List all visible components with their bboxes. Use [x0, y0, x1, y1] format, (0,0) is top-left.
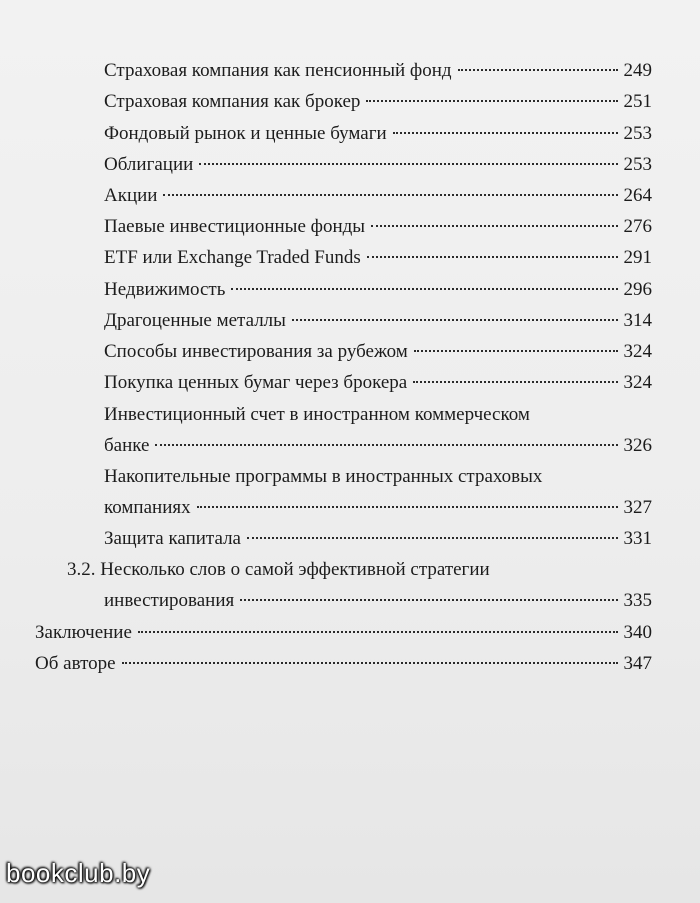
dot-leader — [163, 194, 617, 196]
toc-entry-title: Накопительные программы в иностранных страховых — [104, 466, 543, 487]
toc-entry-title: Облигации — [104, 154, 194, 175]
dot-leader — [155, 444, 617, 446]
dot-leader — [366, 100, 617, 102]
toc-entry-title: Паевые инвестиционные фонды — [104, 216, 366, 237]
toc-page-number: 340 — [623, 622, 652, 643]
dot-leader — [197, 506, 618, 508]
toc-page-number: 331 — [623, 528, 652, 549]
dot-leader — [138, 631, 618, 633]
toc-page-number: 324 — [623, 372, 652, 393]
dot-leader — [247, 537, 618, 539]
toc-entry-title: Об авторе — [35, 653, 116, 674]
toc-page-number: 291 — [623, 247, 652, 268]
toc-page-number: 326 — [623, 435, 652, 456]
toc-entry-title: ETF или Exchange Traded Funds — [104, 247, 361, 268]
toc-page-number: 324 — [623, 341, 652, 362]
toc-page-number: 296 — [623, 279, 652, 300]
toc-entry-title: Страховая компания как брокер — [104, 91, 361, 112]
dot-leader — [371, 225, 617, 227]
toc-entry-title: Страховая компания как пенсионный фонд — [104, 60, 452, 81]
toc-page-number: 347 — [623, 653, 652, 674]
toc-page-number: 253 — [623, 154, 652, 175]
toc-page-number: 276 — [623, 216, 652, 237]
dot-leader — [413, 381, 617, 383]
toc-entry-title: Фондовый рынок и ценные бумаги — [104, 123, 387, 144]
dot-leader — [393, 132, 618, 134]
toc-entry-title-continued: банке — [104, 435, 150, 456]
dot-leader — [122, 662, 618, 664]
dot-leader — [367, 256, 618, 258]
toc-page-number: 335 — [623, 590, 652, 611]
toc-entry-title: Покупка ценных бумаг через брокера — [104, 372, 408, 393]
toc-entry-title-continued: компаниях — [104, 497, 191, 518]
dot-leader — [199, 163, 617, 165]
toc-page-number: 327 — [623, 497, 652, 518]
dot-leader — [414, 350, 618, 352]
dot-leader — [292, 319, 618, 321]
toc-entry-title: Инвестиционный счет в иностранном коммерческом — [104, 404, 530, 425]
dot-leader — [231, 288, 617, 290]
toc-entry-title: Защита капитала — [104, 528, 241, 549]
toc-page-number: 251 — [623, 91, 652, 112]
toc-page-number: 264 — [623, 185, 652, 206]
toc-entry-title: Способы инвестирования за рубежом — [104, 341, 408, 362]
toc-page-number: 314 — [623, 310, 652, 331]
toc-entry-title: Драгоценные металлы — [104, 310, 286, 331]
toc-page-number: 253 — [623, 123, 652, 144]
toc-entry-title: Акции — [104, 185, 158, 206]
toc-entry-title: Недвижимость — [104, 279, 226, 300]
dot-leader — [240, 599, 617, 601]
toc-entry-title: Заключение — [35, 622, 132, 643]
site-watermark: bookclub.by — [6, 858, 151, 888]
toc-page-number: 249 — [623, 60, 652, 81]
toc-entry-title: 3.2. Несколько слов о самой эффективной стратегии — [67, 559, 490, 580]
toc-entry-title-continued: инвестирования — [104, 590, 235, 611]
dot-leader — [458, 69, 618, 71]
